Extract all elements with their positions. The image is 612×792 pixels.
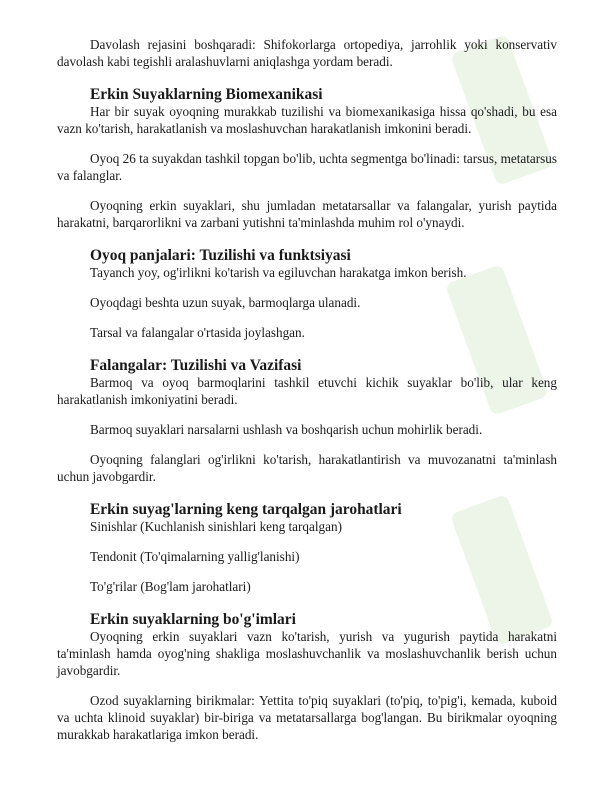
- joints-paragraph-2: Ozod suyaklarning birikmalar: Yettita to'piq suyaklari (to'piq, to'pig'i, kemada, kuboid va uchta klinoid suyaklar) bir-biriga va metatarsallarga bog'langan. Bu birikmalar oyoqning murakkab harakatlariga imkon beradi.: [57, 693, 557, 742]
- toes-item-2: Oyoqdagi beshta uzun suyak, barmoqlarga ulanadi.: [90, 295, 361, 310]
- phalanges-heading: Falangalar: Tuzilishi va Vazifasi: [90, 357, 302, 374]
- injuries-item-2: Tendonit (To'qimalarning yallig'lanishi): [90, 549, 300, 564]
- biomechanics-heading: Erkin Suyaklarning Biomexanikasi: [90, 86, 323, 103]
- joints-paragraph-1: Oyoqning erkin suyaklari vazn ko'tarish, yurish va yugurish paytida harakatni ta'minlash hamda oyog'ning shakliga moslashuvchanlik va moslashuvchanlik berish uchun javobgardir.: [57, 629, 557, 678]
- injuries-item-1: Sinishlar (Kuchlanish sinishlari keng tarqalgan): [90, 519, 342, 534]
- biomechanics-paragraph-1: Har bir suyak oyoqning murakkab tuzilishi va biomexanikasiga hissa qo'shadi, bu esa vazn ko'tarish, harakatlanish va moslashuvchan harakatlanish imkonini beradi.: [57, 104, 557, 136]
- phalanges-paragraph-1: Barmoq va oyoq barmoqlarini tashkil etuvchi kichik suyaklar bo'lib, ular keng harakatlanish imkoniyatini beradi.: [57, 375, 557, 407]
- biomechanics-paragraph-2: Oyoq 26 ta suyakdan tashkil topgan bo'lib, uchta segmentga bo'linadi: tarsus, metatarsus va falanglar.: [57, 151, 557, 183]
- intro-paragraph: Davolash rejasini boshqaradi: Shifokorlarga ortopediya, jarrohlik yoki konservativ davolash kabi tegishli aralashuvlarni aniqlashga yordam beradi.: [57, 37, 557, 69]
- toes-heading: Oyoq panjalari: Tuzilishi va funktsiyasi: [90, 247, 351, 264]
- injuries-item-3: To'g'rilar (Bog'lam jarohatlari): [90, 579, 251, 594]
- phalanges-paragraph-3: Oyoqning falanglari og'irlikni ko'tarish, harakatlantirish va muvozanatni ta'minlash uchun javobgardir.: [57, 452, 557, 484]
- toes-item-1: Tayanch yoy, og'irlikni ko'tarish va egiluvchan harakatga imkon berish.: [90, 265, 467, 280]
- phalanges-paragraph-2: Barmoq suyaklari narsalarni ushlash va boshqarish uchun mohirlik beradi.: [90, 422, 483, 437]
- injuries-heading: Erkin suyag'larning keng tarqalgan jarohatlari: [90, 501, 402, 518]
- joints-heading: Erkin suyaklarning bo'g'imlari: [90, 611, 296, 628]
- document-page: [57, 36, 557, 743]
- biomechanics-paragraph-3: Oyoqning erkin suyaklari, shu jumladan metatarsallar va falangalar, yurish paytida harakatni, barqarorlikni va zarbani yutishni ta'minlashda muhim rol o'ynaydi.: [57, 198, 557, 230]
- toes-item-3: Tarsal va falangalar o'rtasida joylashgan.: [90, 325, 305, 340]
